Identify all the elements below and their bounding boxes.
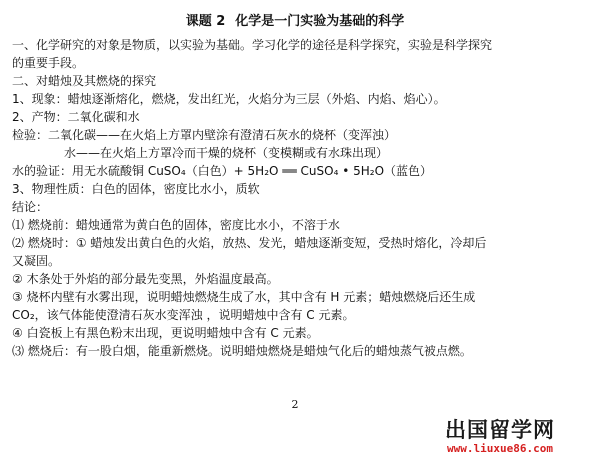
text-line: ③ 烧杯内壁有水雾出现，说明蜡烛燃烧生成了水，其中含有 H 元素；蜡烛燃烧后还生成 bbox=[12, 290, 476, 304]
lesson-title: 化学是一门实验为基础的科学 bbox=[235, 14, 405, 29]
text-line: 2、产物：二氧化碳和水 bbox=[12, 110, 140, 124]
text-line: 1、现象：蜡烛逐渐熔化，燃烧，发出红光，火焰分为三层（外焰、内焰、焰心）。 bbox=[12, 92, 446, 106]
text-line: CO₂，该气体能使澄清石灰水变浑浊 ，说明蜡烛中含有 C 元素。 bbox=[12, 308, 355, 322]
text-line: 的重要手段。 bbox=[12, 56, 85, 70]
text-line: 一、化学研究的对象是物质，以实验为基础。学习化学的途径是科学探究，实验是科学探究 bbox=[12, 38, 493, 52]
text-line: ④ 白瓷板上有黑色粉末出现，更说明蜡烛中含有 C 元素。 bbox=[12, 326, 319, 340]
lesson-number: 课题 2 bbox=[185, 14, 226, 29]
watermark-logo bbox=[420, 418, 580, 455]
watermark-name: 出国留学网 bbox=[445, 418, 555, 442]
text-line: 3、物理性质：白色的固体，密度比水小，质软 bbox=[12, 182, 260, 196]
text-line: ⑶ 燃烧后：有一股白烟，能重新燃烧。说明蜡烛燃烧是蜡烛气化后的蜡烛蒸气被点燃。 bbox=[12, 344, 472, 358]
page-number: 2 bbox=[291, 398, 299, 411]
text-line: 又凝固。 bbox=[12, 254, 61, 268]
page-title bbox=[0, 10, 590, 29]
section-heading: 二、对蜡烛及其燃烧的探究 bbox=[12, 74, 157, 88]
text-line: 结论： bbox=[12, 200, 49, 214]
text-line: ⑵ 燃烧时：① 蜡烛发出黄白色的火焰，放热、发光，蜡烛逐渐变短，受热时熔化，冷却后 bbox=[12, 236, 487, 250]
text-line: ② 木条处于外焰的部分最先变黑，外焰温度最高。 bbox=[12, 272, 279, 286]
watermark-url: www.liuxue86.com bbox=[447, 442, 553, 455]
text-line: ⑴ 燃烧前：蜡烛通常为黄白色的固体，密度比水小，不溶于水 bbox=[12, 218, 340, 232]
equation-line: 水的验证：用无水硫酸铜 CuSO₄（白色）+ 5H₂O ══ CuSO₄ • 5H₂O（蓝色） bbox=[12, 164, 433, 178]
text-line: 检验：二氧化碳——在火焰上方罩内壁涂有澄清石灰水的烧杯（变浑浊） bbox=[12, 128, 397, 142]
text-line: 水——在火焰上方罩冷而干燥的烧杯（变模糊或有水珠出现） bbox=[64, 146, 389, 160]
